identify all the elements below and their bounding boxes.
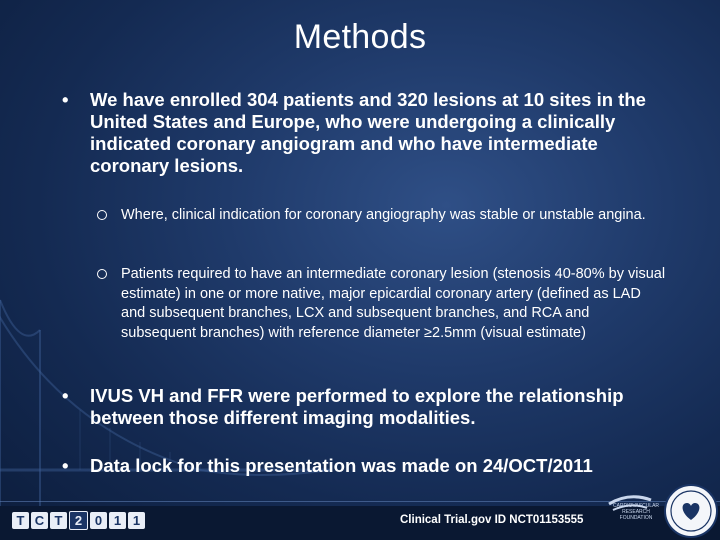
logo-letter: 0 [90,512,107,529]
heart-seal-icon [664,484,718,538]
bullet-enrollment [62,89,672,177]
bullet-text: Data lock for this presentation was made on 24/OCT/2011 [90,455,593,476]
logo-letter: 2 [69,511,88,530]
sub-bullet-text: Patients required to have an intermediate coronary lesion (stenosis 40-80% by visual estimate) in one or more native, major epicardial coronary artery (defined as LAD and subsequent branches, LCX and subsequent branches, and RCA and subsequent branches) with reference diameter ≥2.5mm (visual estimate) [121,266,666,341]
bullet-marker: • [62,455,69,476]
circle-bullet-icon [97,269,107,279]
slide-title: Methods [293,18,427,56]
foundation-logo-text: CARDIOVASCULAR RESEARCH FOUNDATION [612,503,660,521]
sub-bullet-text: Where, clinical indication for coronary angiography was stable or unstable angina. [121,207,646,223]
sub-bullet-indication [97,206,667,226]
bullet-marker: • [62,385,69,406]
bullet-data-lock [62,455,672,477]
logo-letter: 1 [128,512,145,529]
logo-letter: C [31,512,48,529]
tct-2011-logo [12,512,145,529]
circle-bullet-icon [97,210,107,220]
logo-letter: T [50,512,67,529]
bullet-marker: • [62,89,69,110]
logo-letter: 1 [109,512,126,529]
bullet-imaging [62,385,672,429]
sub-bullet-lesion-criteria [97,265,667,343]
bullet-text: IVUS VH and FFR were performed to explore the relationship between those different imaging modalities. [90,385,624,428]
logo-letter: T [12,512,29,529]
trial-id-text: Clinical Trial.gov ID NCT01153555 [400,514,584,526]
bullet-text: We have enrolled 304 patients and 320 lesions at 10 sites in the United States and Europe, who were undergoing a clinically indicated coronary angiogram and who have intermediate coronary lesions. [90,89,646,176]
